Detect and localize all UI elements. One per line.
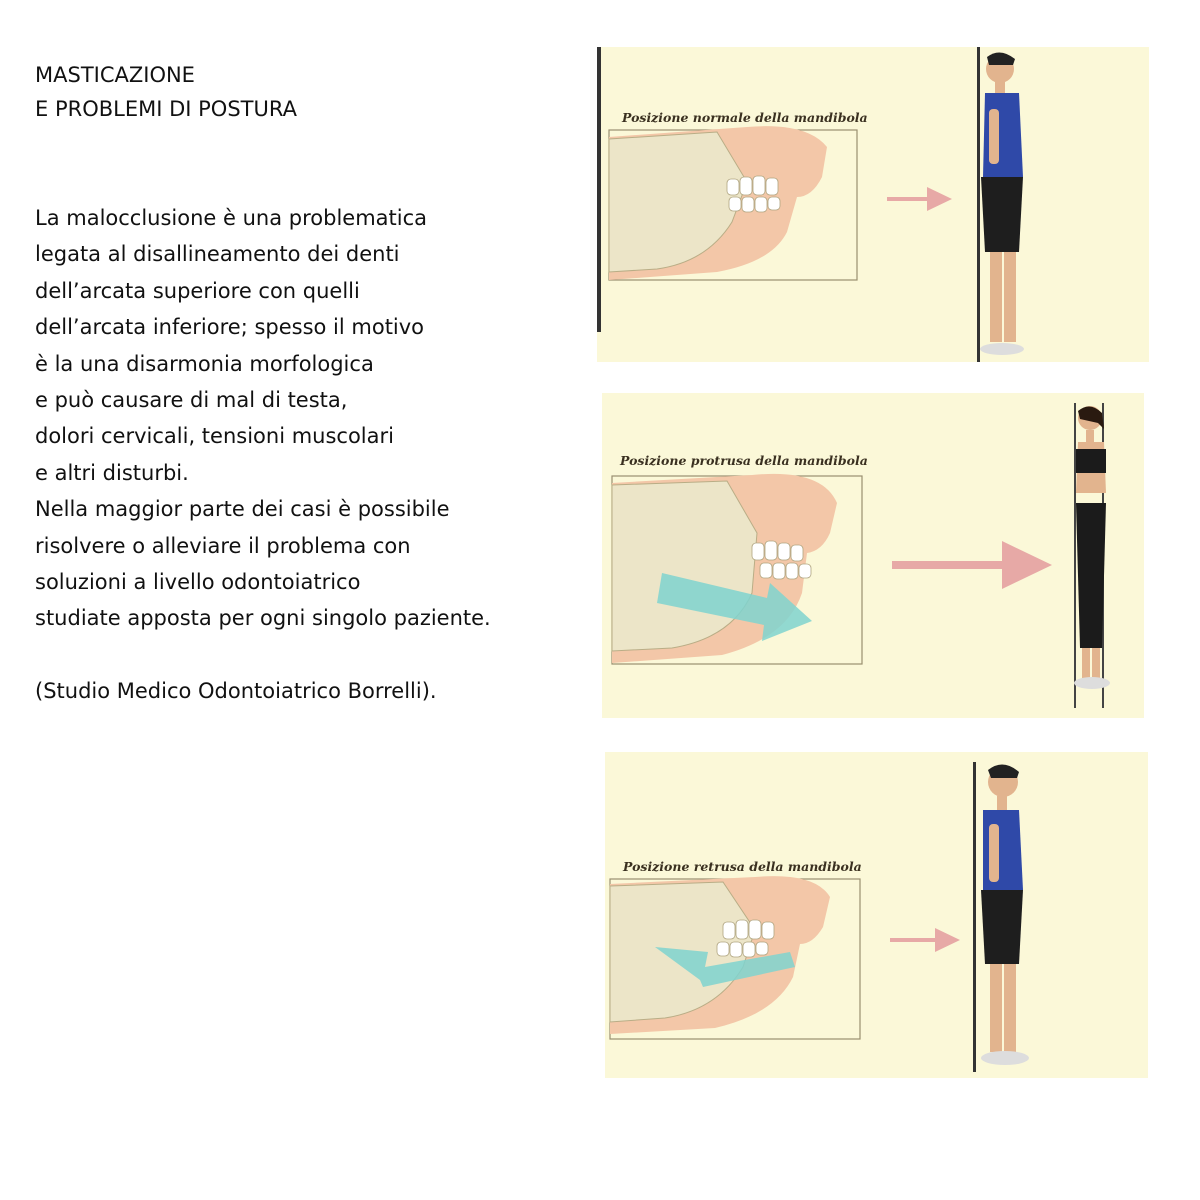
illustration-retruded-jaw [605,752,1148,1078]
body-line: è la una disarmonia morfologica [35,351,374,376]
body-line: dolori cervicali, tensioni muscolari [35,424,394,449]
body-line: e può causare di mal di testa, [35,388,348,413]
illustration-protruded-jaw [602,393,1144,718]
body-paragraph [35,200,491,709]
illustration-normal-jaw [597,47,1149,362]
protruded-jaw-illustration [602,393,1144,718]
panel-caption-normal: Posizione normale della mandibola [622,110,868,125]
standing-man [981,764,1029,1065]
body-line: legata al disallineamento dei denti [35,242,400,267]
panel-caption-protruded: Posizione protrusa della mandibola [620,453,868,468]
standing-man [980,52,1024,355]
body-line: studiate apposta per ogni singolo paziente. [35,606,491,631]
plumb-line [973,762,976,1072]
body-line: La malocclusione è una problematica [35,206,428,230]
teeth [717,920,774,957]
credit-line: (Studio Medico Odontoiatrico Borrelli). [35,678,437,703]
body-line: soluzioni a livello odontoiatrico [35,570,361,595]
posture-arrow [892,541,1052,589]
page-title [35,58,297,126]
standing-woman [1074,406,1110,689]
retruded-jaw-illustration [605,752,1148,1078]
teeth [752,541,811,579]
title-line-1: MASTICAZIONE [35,63,195,87]
body-line: risolvere o alleviare il problema con [35,533,411,558]
body-line: e altri disturbi. [35,460,189,485]
posture-arrow [890,928,960,952]
title-line-2: E PROBLEMI DI POSTURA [35,97,297,121]
body-line: dell’arcata inferiore; spesso il motivo [35,315,425,340]
normal-jaw-illustration [597,47,1149,362]
posture-arrow [887,187,952,211]
plumb-line [977,47,980,362]
left-edge-line [597,47,601,332]
paragraph-gap [35,637,491,673]
body-line: dell’arcata superiore con quelli [35,278,360,303]
panel-caption-retruded: Posizione retrusa della mandibola [623,859,862,874]
body-line: Nella maggior parte dei casi è possibile [35,497,450,522]
plumb-line-front [1074,403,1076,708]
